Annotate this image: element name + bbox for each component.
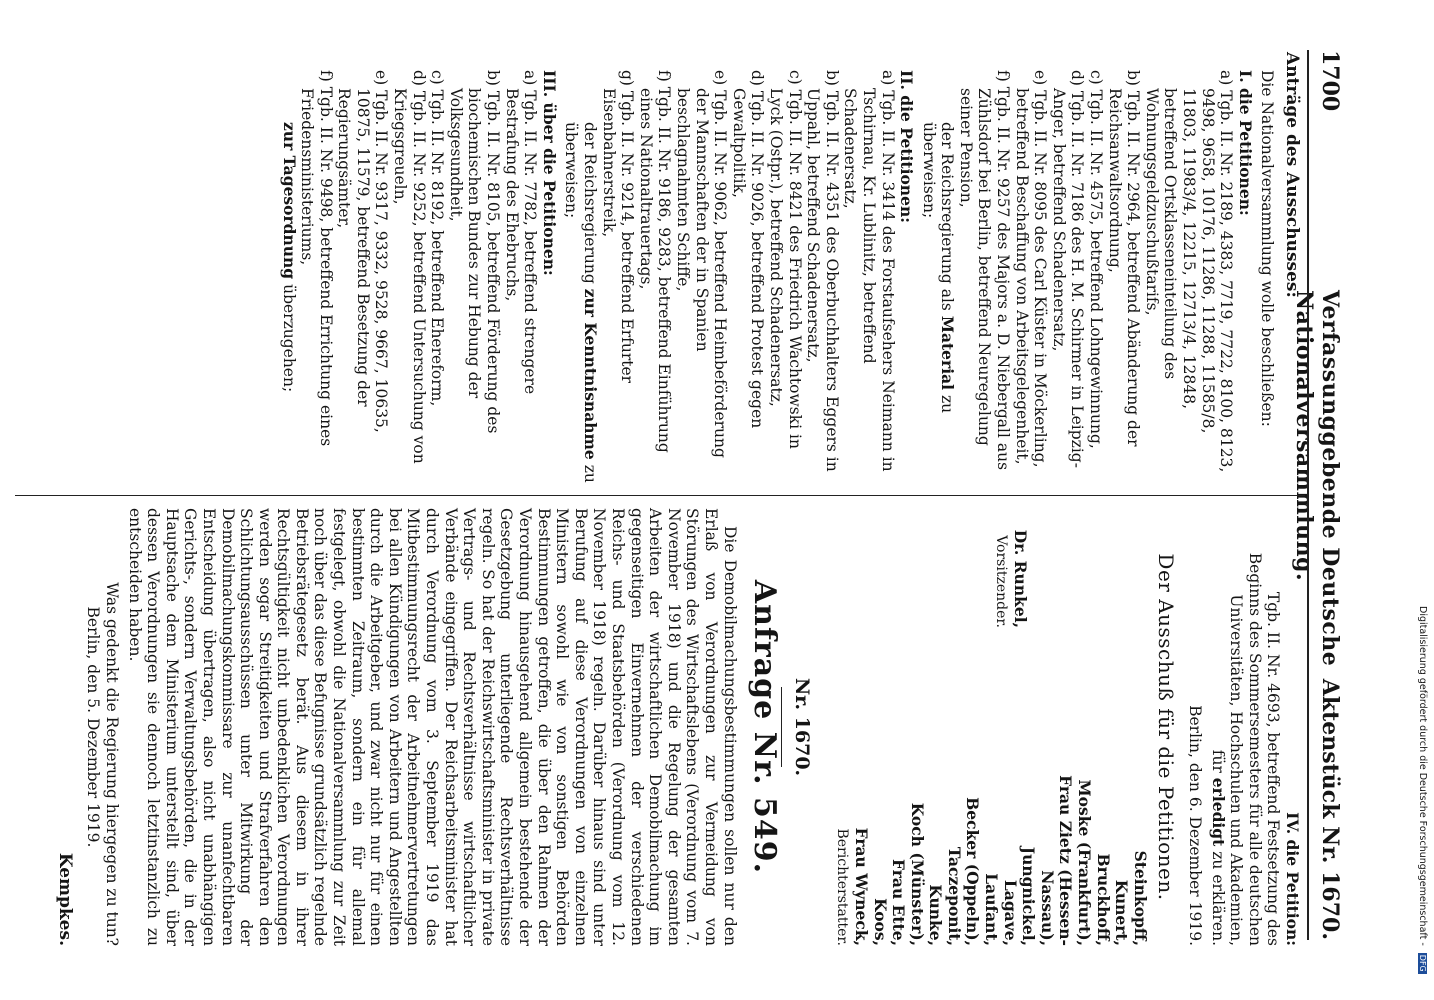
section-2-conclusion: [562, 52, 599, 484]
section-1-item: a) Tgb. II. Nr. 2189, 4383, 7719, 7722, 8100, 8123, 9498, 9658, 10176, 11286, 11288, 11585/8, 11803, 11983/4, 12215, 12713/4, 12848, betreffend Ortsklasseneinteilung des Wohnungsgeldzuschußtarifs,: [1142, 70, 1236, 473]
member-name: Becker (Oppeln),: [963, 797, 983, 946]
chair-role: Vorsitzender.: [993, 535, 1010, 628]
document-number: Aktenstück Nr. 1670.: [1317, 678, 1343, 940]
section-1-item: d) Tgb. II. Nr. 7186 des H. M. Schirmer in Leipzig-Anger, betreffend Schadenersatz,: [1049, 70, 1087, 468]
anfrage-title: Anfrage Nr. 549.: [747, 579, 783, 875]
member-name: Steinkopff,: [1130, 850, 1150, 946]
left-column: [279, 52, 1301, 484]
column-rule: [15, 495, 1305, 496]
page-number: 1700: [1317, 50, 1343, 112]
member-name: Laufant,: [982, 873, 1002, 946]
section-3-item: b) Tgb. II. Nr. 8105, betreffend Förderung des biochemischen Bundes zur Hebung der Volksgesundheit,: [446, 70, 503, 434]
conclusion-keyword: zur Kenntnisnahme: [581, 288, 601, 460]
member-name: Bruckhoff,: [1093, 853, 1113, 946]
section-4-item: Tgb. II. Nr. 4693, betreffend Festsetzung des Beginns des Sommersemesters für alle deutschen Universitäten, Hochschulen und Akademien,: [1227, 552, 1283, 946]
member-name: Frau Ette,: [889, 859, 909, 946]
section-2-item: e) Tgb. II. Nr. 9062, betreffend Heimbeförderung der Mannschaften der in Spanien beschlagnahmten Schiffe,: [674, 70, 730, 458]
anfrage-body: Die Demobilmachungsbestimmungen sollen nur den Erlaß von Verordnungen zur Vermeidung von Störungen des Wirtschaftslebens (Verordnung vom 7. November 1918) und die Regelung der gesamten Arbeiten der wirtschaftlichen Demobilmachung im gegenseitigen Einvernehmen der verschiedenen Reichs- und Staatsbehörden (Verordnung vom 12. November 1918) regeln. Darüber hinaus sind unter Berufung auf diese Verordnungen von einzelnen Ministern sowohl wie von sonstigen Behörden Bestimmungen getroffen, die über den Rahmen der Verordnung hinausgehend allgemein bestehende der Gesetzgebung unterliegende Rechtsverhältnisse regeln. So hat der Reichswirtschaftsminister in private Vertrags- und Rechtsverhältnisse wirtschaftlicher Verbände eingegriffen. Der Reichsarbeitsminister hat durch Verordnung vom 3. September 1919 das Mitbestimmungsrecht der Arbeitnehmervertretungen bei allen Kündigungen von Arbeitern und Angestellten durch die Arbeitgeber, und zwar nicht nur für einen bestimmten Zeitraum, sondern ein für allemal festgelegt, obwohl die Nationalversammlung zur Zeit noch über das diese Befugnisse grundsätzlich regelnde Betriebsrätegesetz berät. Aus diesem in ihrer Rechtsgültigkeit nicht unbedenklichen Verordnungen werden sogar Streitigkeiten und Strafverfahren den Schlichtungsausschüssen unter Mitwirkung der Demobilmachungskommissare zur unanfechtbaren Entscheidung übertragen, also nicht unabhängigen Gerichts-, sondern Verwaltungsbehörden, die in der Hauptsache dem Ministerium unterstellt sind, über dessen Verordnungen sie dennoch letztinstanzlich zu entscheiden haben.: [125, 508, 739, 946]
digitization-note: [1412, 606, 1428, 986]
conclusion-keyword: Material: [938, 315, 958, 391]
chair-block: [833, 508, 1149, 628]
section-4-label: IV. die Petition:: [1283, 812, 1302, 946]
section-3-item: a) Tgb. II. Nr. 7782, betreffend strengere Bestrafung des Ehebruchs,: [502, 70, 540, 395]
motions-intro: Die Nationalversammlung wolle beschließen:: [1258, 70, 1277, 427]
committee-title: Der Ausschuß für die Petitionen.: [1154, 553, 1179, 901]
reporter-role: Berichterstatter.: [834, 828, 851, 946]
section-1-item: c) Tgb. II. Nr. 4575, betreffend Lohngewinnung,: [1087, 70, 1106, 449]
motions-heading: Anträge des Ausschusses:: [1282, 52, 1302, 298]
member-name: Taczeponit,: [944, 846, 964, 946]
section-1-conclusion: [919, 52, 956, 484]
member-name: Frau Zietz (Hessen-Nassau),: [1037, 775, 1076, 946]
document-page: [55, 50, 1345, 950]
section-2-item: a) Tgb. II. Nr. 3414 des Forstaufsehers Neimann in Tschirnau, Kr. Lublinitz, betreffend Schadenersatz,: [841, 70, 897, 472]
member-name: Kunke,: [926, 884, 946, 946]
chair-name: Dr. Runkel,: [1010, 529, 1030, 628]
committee-date: Berlin, den 6. Dezember 1919.: [1186, 705, 1205, 946]
conclusion-keyword: erledigt: [1208, 777, 1228, 847]
anfrage-signature: Kempkes.: [54, 852, 75, 946]
section-2-item: c) Tgb. II. Nr. 8421 des Friedrich Wachtowski in Lyck (Ostpr.), betreffend Schadenersatz,: [766, 70, 804, 449]
committee-signatures: [833, 508, 1149, 946]
section-1-item: b) Tgb. II. Nr. 2964, betreffend Abänderung der Reichsanwaltsordnung,: [1105, 70, 1143, 447]
section-3-item: f) Tgb. II. Nr. 9498, betreffend Errichtung eines Friedensministeriums,: [298, 70, 335, 447]
conclusion-text: überzugehen;: [279, 284, 298, 393]
member-name: Koch (Münster),: [907, 802, 927, 946]
section-3-label: III. über die Petitionen:: [539, 70, 559, 276]
conclusion-text: für: [1208, 749, 1227, 773]
digitization-text: Digitalisierung gefördert durch die Deutsche Forschungsgemeinschaft -: [1417, 606, 1428, 946]
member-name: Moske (Frankfurt),: [1075, 779, 1095, 946]
member-name: Kunert,: [1112, 879, 1132, 946]
section-3-conclusion: [279, 52, 298, 484]
section-2-item: d) Tgb. II. Nr. 9026, betreffend Protest gegen Gewaltpolitik,: [729, 70, 767, 429]
member-list: [833, 706, 1149, 946]
section-2-item: b) Tgb. II. Nr. 4351 des Oberbuchhalters Eggers in Uppahl, betreffend Schadenersatz,: [804, 70, 841, 472]
conclusion-text: der Reichsregierung als: [938, 122, 957, 311]
right-column: [55, 508, 1301, 946]
conclusion-text: zu überweisen;: [919, 122, 957, 414]
section-4-conclusion: [1208, 508, 1227, 946]
section-1-label: I. die Petitionen:: [1235, 70, 1255, 216]
anfrage-date: Berlin, den 5. Dezember 1919.: [84, 606, 103, 848]
section-3-item: c) Tgb. II. Nr. 8192, betreffend Ehereform,: [428, 70, 447, 407]
dfg-logo: DFG: [1418, 954, 1427, 972]
anfrage-question: Was gedenkt die Regierung hiergegen zu tun?: [102, 582, 121, 946]
conclusion-text: zu überweisen;: [562, 122, 600, 483]
member-name: Koos,: [870, 898, 890, 946]
member-name: Lagave,: [1000, 879, 1020, 946]
section-3-item: e) Tgb. II. Nr. 9317, 9332, 9528, 9667, 10635, 10875, 11579, betreffend Besetzung der Regierungsämter,: [335, 70, 391, 433]
conclusion-text: der Reichsregierung: [581, 122, 600, 284]
section-2-label: II. die Petitionen:: [897, 70, 917, 223]
section-1-item: f) Tgb. II. Nr. 9257 des Majors a. D. Niebergall aus Zühlsdorf bei Berlin, betreffend Neuregelung seiner Pension,: [956, 70, 1013, 471]
section-2-item: g) Tgb. II. Nr. 9214, betreffend Erfurter Eisenbahnerstreik,: [599, 70, 637, 384]
member-name: Jungnickel,: [1019, 846, 1039, 946]
page-title: Verfassunggebende Deutsche Nationalversammlung.: [1291, 290, 1343, 667]
conclusion-text: zu erklären.: [1208, 851, 1227, 946]
section-3-item: d) Tgb. II. Nr. 9252, betreffend Untersuchung von Kriegsgreueln,: [391, 70, 428, 464]
section-2-item: f) Tgb. II. Nr. 9186, 9283, betreffend Einführung eines Nationaltrauertags,: [636, 70, 674, 453]
anfrage-number: Nr. 1670.: [790, 677, 813, 777]
conclusion-keyword: zur Tagesordnung: [279, 122, 299, 280]
header-rule: [1307, 50, 1309, 940]
section-1-item: e) Tgb. II. Nr. 8095 des Carl Küster in Möckerling, betreffend Beschaffung von Arbeitsgelegenheit,: [1012, 70, 1050, 468]
member-name: Frau Wyneck,: [851, 827, 871, 946]
